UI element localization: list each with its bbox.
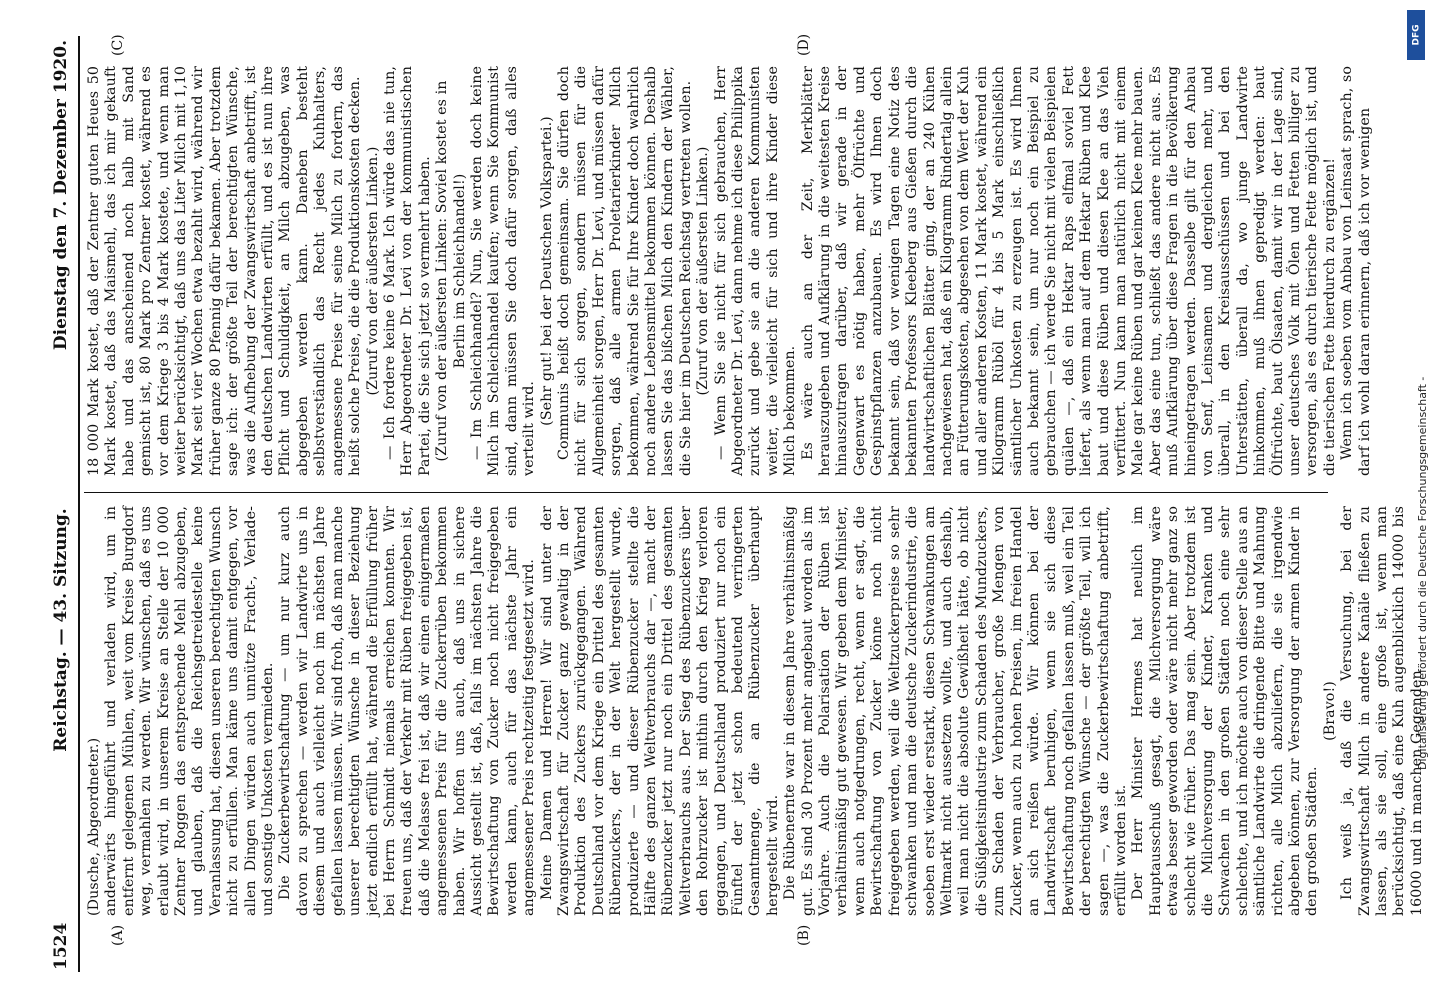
paragraph: Wenn ich soeben vom Anbau von Leinsaat sprach, so darf ich wohl daran erinnern, daß ich vor wenigen: [1339, 66, 1373, 476]
paragraph: Die Rübenernte war in diesem Jahre verhältnismäßig gut. Es sind 30 Prozent mehr angebaut worden als im Vorjahre. Auch die Polarisation der Rüben ist verhältnismäßig gut gewesen. Wir geben dem Minister, wenn auch notgedrungen, recht, wenn er sagt, die Bewirtschaftung von Zucker könne noch nicht freigegeben werden, weil die Weltzuckerpreise so sehr schwanken und man die deutsche Zuckerindustrie, die soeben erst wieder erstarkt, diesen Schwankungen am Weltmarkt nicht aussetzen wollte, und auch deshalb, weil man nicht die absolute Gewißheit hätte, ob nicht die Süßigkeitsindustrie zum Schaden des Mundzuckers, zum Schaden der Verbraucher, große Mengen von Zucker, wenn auch zu hohen Preisen, im freien Handel an sich reißen würde. Wir können bei der Landwirtschaft beruhigen, wenn sie sich diese Bewirtschaftung noch gefallen lassen muß, weil ein Teil der berechtigten Wünsche — der größte Teil, will ich sagen —, was die Zuckerbewirtschaftung anbetrifft, erfüllt worden ist.: [782, 506, 1129, 916]
paragraph: Die Zuckerbewirtschaftung — um nur kurz auch davon zu sprechen — werden wir Landwirte uns in diesem und auch vielleicht noch im nächsten Jahre gefallen lassen müssen. Wir sind froh, daß man manche unserer berechtigten Wünsche in dieser Beziehung jetzt endlich erfüllt hat, während die Erfüllung früher bei Herrn Schmidt niemals erreichen konnten. Wir freuen uns, daß der Verkehr mit Rüben freigegeben ist, daß die Melasse frei ist, daß wir einen einigermaßen angemessenen Preis für die Zuckerrüben bekommen haben. Wir hoffen uns auch, daß uns in sichere Aussicht gestellt ist, daß, falls im nächsten Jahre die Bewirtschaftung von Zucker noch nicht freigegeben werden kann, auch für das nächste Jahr ein angemessener Preis rechtzeitig festgesetzt wird.: [277, 506, 538, 916]
interjection: (Sehr gut! bei der Deutschen Volkspartei.): [538, 116, 555, 426]
paragraph: anderwärts hingeführt und verladen wird, um in entfernt gelegenen Mühlen, weit vom Kreise Burgdorf weg, vermahlen zu werden. Wir wünschen, daß es uns erlaubt wird, in unserem Kreise an Stelle der 10 000 Zentner Roggen das entsprechende Mehl abzugeben, und glauben, daß die Reichsgetreidestelle keine Veranlassung hat, diesen unseren berechtigten Wunsch nicht zu erfüllen. Man käme uns damit entgegen, vor allen Dingen würden auch unnütze Fracht-, Verlade- und sonstige Unkosten vermieden.: [103, 506, 277, 916]
interjection: (Zuruf von der äußersten Linken: Soviel kostet es in Berlin im Schleichhandel!): [434, 80, 468, 462]
header-rule: [78, 36, 80, 972]
margin-marker-c: (C): [110, 34, 126, 56]
paragraph: Communis heißt doch gemeinsam. Sie dürfen doch nicht für sich sorgen, sondern müssen für die Allgemeinheit sorgen, Herr Dr. Levi, und müssen dafür sorgen, daß alle armen Proletarierkinder Milch bekommen, während Sie für Ihre Kinder doch wahrlich noch andere Lebensmittel bekommen können. Deshalb lassen Sie das bißchen Milch den Kindern der Wähler, die Sie hier im Deutschen Reichstag vertreten wollen.: [555, 66, 694, 476]
interjection: (Zuruf von der äußersten Linken.): [364, 146, 381, 396]
paragraph: Es wäre auch an der Zeit, Merkblätter herauszugeben und Aufklärung in die weitesten Kreise hinauszutragen darüber, daß wir gerade in der Gegenwart es nötig haben, mehr Ölfrüchte und Gespinstpflanzen anzubauen. Es wird Ihnen doch bekannt sein, daß vor wenigen Tagen eine Notiz des bekannten Professors Kleeberg aus Gießen durch die landwirtschaftlichen Blätter ging, der an 240 Kühen nachgewiesen hat, daß ein Kilogramm Rindertalg allein an Fütterungskosten, abgesehen von dem Wert der Kuh und aller anderen Kosten, 11 Mark kostet, während ein Kilogramm Rüböl für 4 bis 5 Mark einschließlich sämtlicher Unkosten zu erzeugen ist. Es wird Ihnen auch bekannt sein, um nur noch ein Beispiel zu gebrauchen — ich werde Sie nicht mit vielen Beispielen quälen —, daß ein Hektar Raps elfmal soviel Fett liefert, als wenn man auf dem Hektar Rüben und Klee baut und diese Rüben und diesen Klee an das Vieh verfüttert. Nun kann man natürlich nicht mit einem Male gar keine Rüben und gar keinen Klee mehr bauen. Aber das eine tun, schließt das andere nicht aus. Es muß Aufklärung über diese Fragen in die Bevölkerung hineingetragen werden. Dasselbe gilt für den Anbau von Senf, Leinsamen und dergleichen mehr, und überall, in den Kreisausschüssen und bei den Unterstätten, überall da, wo junge Landwirte hinkommen, muß ihnen gepredigt werden: baut Ölfrüchte, baut Ölsaaten, damit wir in der Lage sind, unser deutsches Volk mit Ölen und Fetten billiger zu versorgen, als es durch tierische Fette möglich ist, und die tierischen Fette hierdurch zu ergänzen!: [799, 66, 1338, 476]
speaker-label: (Dusche, Abgeordneter.): [86, 737, 102, 916]
page-number: 1524: [51, 922, 71, 970]
interjection: (Bravo!): [1321, 681, 1338, 741]
column-divider: [84, 492, 1328, 493]
left-column: [86, 506, 1425, 916]
page-header: [48, 40, 74, 970]
paragraph: 18 000 Mark kostet, daß der Zentner guten Heues 50 Mark kostet, daß das Maismehl, das ich mir gekauft habe und das anscheinend noch halb mit Sand gemischt ist, 80 Mark pro Zentner kostet, während es vor dem Kriege 3 bis 4 Mark kostete, und wenn man weiter berücksichtigt, daß uns das Liter Milch mit 1,10 Mark seit vier Wochen etwa bezahlt wird, während wir früher ganze 80 Pfennig dafür bekamen. Aber trotzdem sage ich: der größte Teil der berechtigten Wünsche, was die Aufhebung der Zwangswirtschaft anbetrifft, ist den deutschen Landwirten erfüllt, und es ist nun ihre Pflicht und Schuldigkeit, an Milch abzugeben, was abgegeben werden kann. Daneben besteht selbstverständlich das Recht jedes Kuhhalters, angemessene Preise für seine Milch zu fordern, das heißt solche Preise, die die Produktionskosten decken.: [86, 66, 364, 476]
paragraph: — Wenn Sie sie nicht für sich gebrauchen, Herr Abgeordneter Dr. Levi, dann nehme ich diese Philippika zurück und gebe sie an die anderen Kommunisten weiter, die vielleicht für sich und ihre Kinder diese Milch bekommen.: [712, 66, 799, 476]
session-title: Reichstag. — 43. Sitzung.: [51, 508, 71, 752]
paragraph: — Im Schleichhandel? Nun, Sie werden doch keine Milch im Schleichhandel kaufen; wenn Sie Kommunist sind, dann müssen Sie doch dafür sorgen, daß alles verteilt wird.: [468, 66, 538, 476]
margin-marker-a: (A): [110, 924, 126, 946]
session-date: Dienstag den 7. Dezember 1920.: [51, 40, 71, 351]
margin-marker-d: (D): [796, 33, 812, 56]
paragraph: Der Herr Minister Hermes hat neulich im Hauptausschuß gesagt, die Milchversorgung wäre etwas besser geworden oder wäre nicht mehr ganz so schlecht wie früher. Das mag sein. Aber trotzdem ist die Milchversorgung der Kinder, Kranken und Schwachen in den großen Städten noch eine sehr schlechte, und ich möchte auch von dieser Stelle aus an sämtliche Landwirte die dringende Bitte und Mahnung richten, alle Milch abzuliefern, die sie irgendwie abgeben können, zur Versorgung der armen Kinder in den großen Städten.: [1130, 506, 1321, 916]
margin-marker-b: (B): [796, 924, 812, 946]
digitization-text: Digitalisierung gefördert durch die Deutsche Forschungsgemeinschaft -: [1416, 376, 1429, 770]
paragraph: Ich weiß ja, daß die Versuchung, bei der Zwangswirtschaft Milch in andere Kanäle fließen zu lassen, als sie soll, eine große ist, wenn man berücksichtigt, daß eine Kuh augenblicklich 14000 bis 16000 und in manchen Gegenden: [1339, 506, 1425, 916]
dfg-logo: [1407, 10, 1425, 60]
paragraph: — Ich fordere keine 6 Mark. Ich würde das nie tun, Herr Abgeordneter Dr. Levi von der kommunistischen Partei, die Sie sich jetzt so vermehrt haben.: [381, 66, 433, 476]
dfg-logo-label: DFG: [1411, 24, 1422, 46]
right-column: [86, 66, 1373, 476]
digitization-note: [1404, 10, 1428, 990]
interjection: (Zuruf von der äußersten Linken.): [695, 146, 712, 396]
paragraph: Meine Damen und Herren! Wir sind unter der Zwangswirtschaft für Zucker ganz gewaltig in der Produktion des Zuckers zurückgegangen. Während Deutschland vor dem Kriege ein Drittel des gesamten Rübenzuckers, der in der Welt hergestellt wurde, produzierte — und dieser Rübenzucker stellte die Hälfte des ganzen Weltverbrauchs dar —, macht der Rübenzucker jetzt nur noch ein Drittel des gesamten Weltverbrauchs aus. Der Sieg des Rübenzuckers über den Rohrzucker ist mithin durch den Krieg verloren gegangen, und Deutschland produziert nur noch ein Fünftel der jetzt schon bedeutend verringerten Gesamtmenge, die an Rübenzucker überhaupt hergestellt wird.: [538, 506, 781, 916]
